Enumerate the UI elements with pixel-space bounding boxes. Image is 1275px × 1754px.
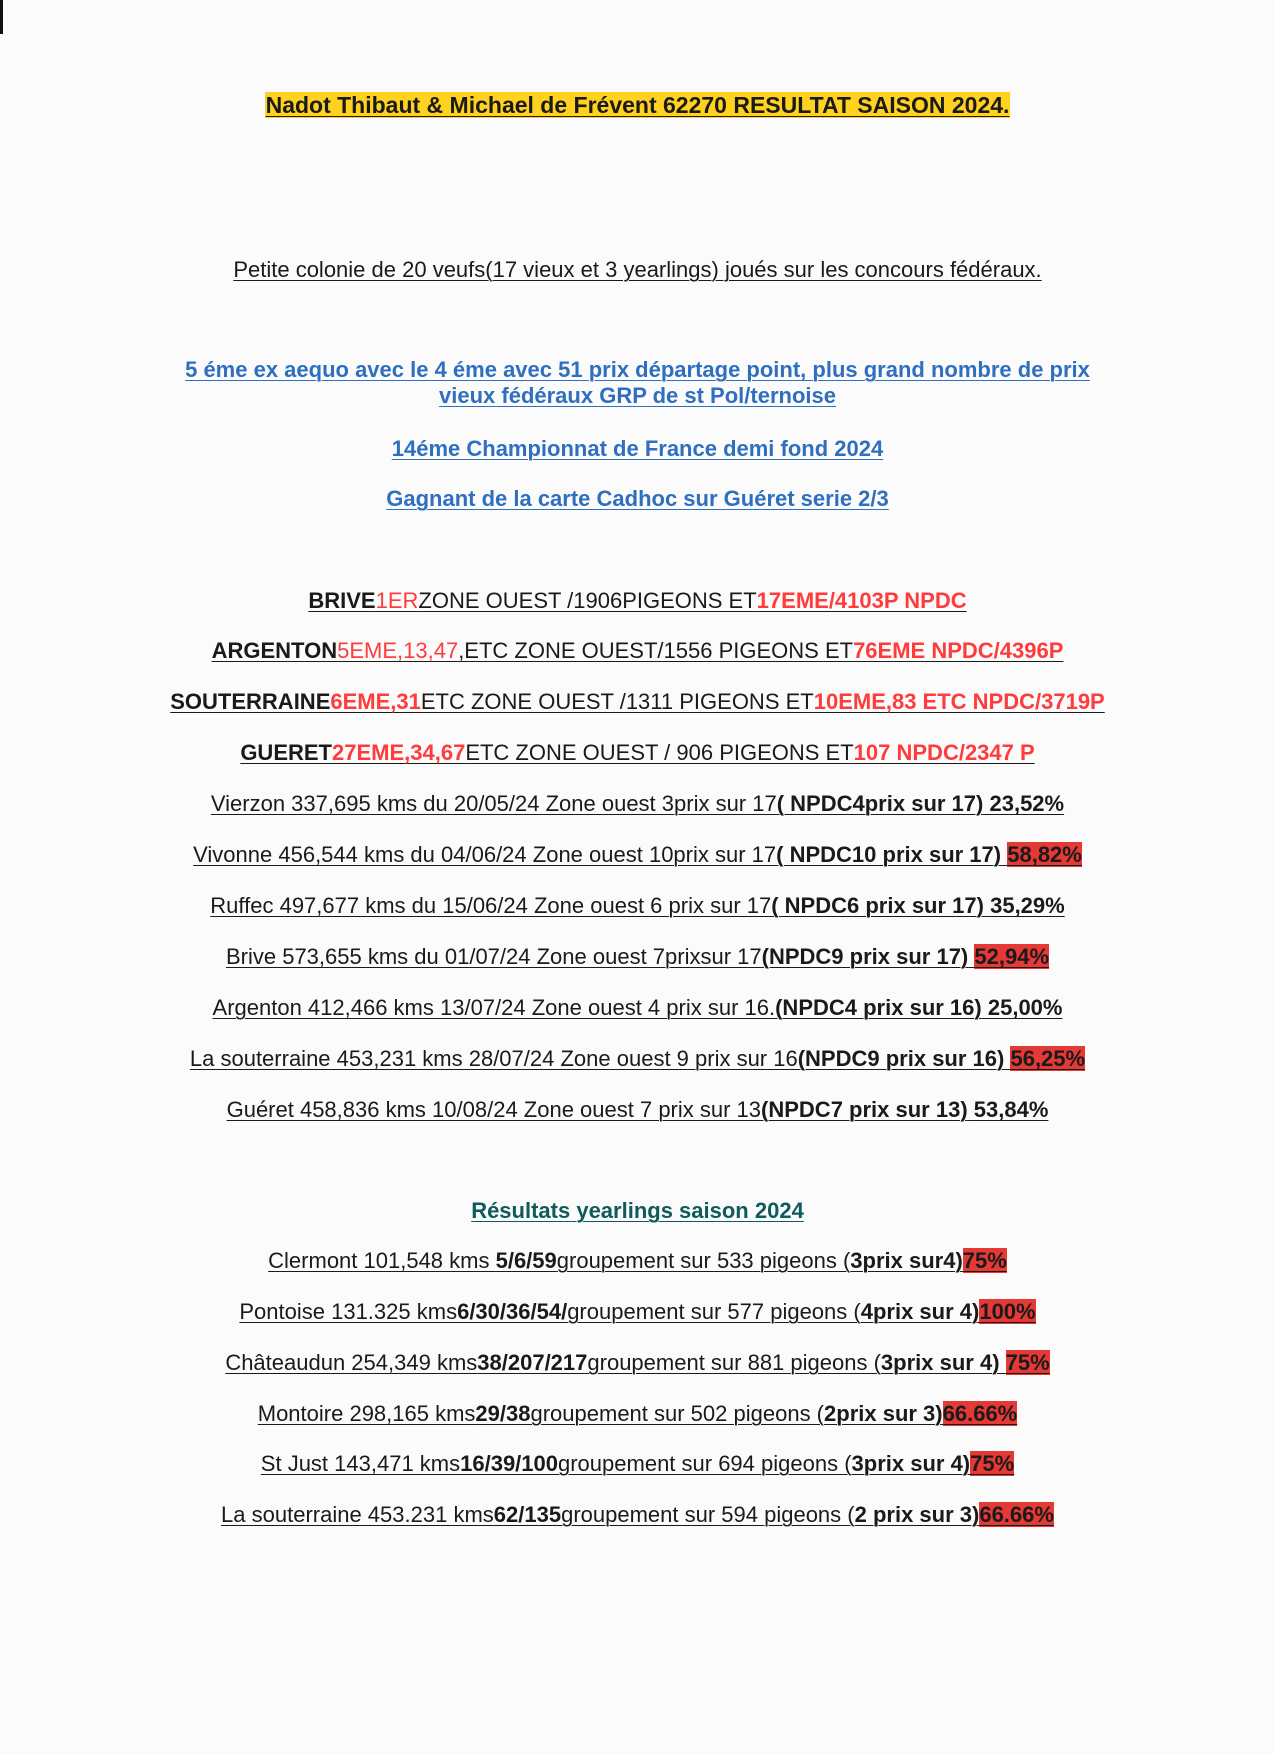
yearling-result-row: [0, 1350, 1275, 1376]
yearling-group: groupement sur 881 pigeons (: [587, 1350, 881, 1375]
highlight-ranking-line1: 5 éme ex aequo avec le 4 éme avec 51 prix départage point, plus grand nombre de prix: [185, 357, 1090, 382]
zone-detail: ZONE OUEST /1906PIGEONS ET: [418, 588, 757, 613]
zone-place: 1ER: [375, 588, 419, 613]
yearling-group: groupement sur 694 pigeons (: [558, 1451, 852, 1476]
race-text: Guéret 458,836 kms 10/08/24 Zone ouest 7 prix sur 13: [226, 1097, 762, 1122]
race-text: Vivonne 456,544 kms du 04/06/24 Zone ouest 10prix sur 17: [193, 842, 777, 867]
yearling-result-row: [0, 1299, 1275, 1325]
race-percent-highlight: 58,82%: [1007, 842, 1082, 867]
yearling-race: Clermont 101,548 kms: [268, 1248, 496, 1273]
yearling-percent-highlight: 75%: [962, 1248, 1007, 1273]
yearling-percent-highlight: 66.66%: [979, 1502, 1054, 1527]
intro-text: Petite colonie de 20 veufs(17 vieux et 3 yearlings) joués sur les concours fédéraux.: [233, 257, 1042, 282]
zone-npdc: 107 NPDC/2347 P: [853, 740, 1035, 765]
race-percent: 25,00%: [987, 995, 1063, 1020]
race-npdc: (NPDC9 prix sur 17): [761, 944, 969, 969]
yearling-group: groupement sur 533 pigeons (: [556, 1248, 851, 1273]
race-npdc: ( NPDC4prix sur 17): [776, 791, 984, 816]
race-text: La souterraine 453,231 kms 28/07/24 Zone ouest 9 prix sur 16: [189, 1046, 798, 1071]
zone-npdc: 10EME,83 ETC NPDC/3719P: [813, 689, 1105, 714]
yearling-percent-highlight: 75%: [1005, 1350, 1050, 1375]
race-result-row: [0, 791, 1275, 817]
yearling-prizes: 3prix sur4): [850, 1248, 963, 1273]
yearling-group: groupement sur 502 pigeons (: [530, 1401, 825, 1426]
zone-place: 6EME,31: [330, 689, 421, 714]
yearling-result-row: [0, 1248, 1275, 1274]
race-npdc: ( NPDC6 prix sur 17): [771, 893, 984, 918]
zone-race-name: BRIVE: [308, 588, 376, 613]
zone-race-name: SOUTERRAINE: [170, 689, 331, 714]
yearlings-heading: Résultats yearlings saison 2024: [471, 1198, 804, 1223]
zone-detail: ETC ZONE OUEST / 906 PIGEONS ET: [465, 740, 854, 765]
document-title: Nadot Thibaut & Michael de Frévent 62270 RESULTAT SAISON 2024.: [265, 92, 1010, 118]
highlight-ranking-line2: vieux fédéraux GRP de st Pol/ternoise: [439, 383, 836, 408]
highlight-ranking: [0, 357, 1275, 409]
yearling-places: 16/39/100: [460, 1451, 558, 1476]
race-text: Vierzon 337,695 kms du 20/05/24 Zone ouest 3prix sur 17: [210, 791, 777, 816]
race-result-row: [0, 1046, 1275, 1072]
zone-race-name: ARGENTON: [211, 638, 338, 663]
zone-detail: ETC ZONE OUEST /1311 PIGEONS ET: [420, 689, 814, 714]
race-result-row: [0, 1097, 1275, 1123]
yearling-group: groupement sur 577 pigeons (: [567, 1299, 861, 1324]
yearling-group: groupement sur 594 pigeons (: [561, 1502, 855, 1527]
race-percent: 35,29%: [990, 893, 1065, 918]
zone-race-name: GUERET: [240, 740, 332, 765]
zone-npdc: 17EME/4103P NPDC: [756, 588, 967, 613]
highlight-cadhoc: Gagnant de la carte Cadhoc sur Guéret serie 2/3: [386, 486, 889, 511]
yearling-prizes: 2 prix sur 3): [854, 1502, 980, 1527]
yearling-prizes: 2prix sur 3): [824, 1401, 943, 1426]
zone-result-row: [0, 638, 1275, 664]
race-percent: 53,84%: [973, 1097, 1049, 1122]
yearling-prizes: 3prix sur 4): [880, 1350, 1006, 1375]
race-result-row: [0, 842, 1275, 868]
yearling-places: 5/6/59: [495, 1248, 557, 1273]
race-result-row: [0, 893, 1275, 919]
yearling-places: 62/135: [493, 1502, 562, 1527]
yearling-prizes: 4prix sur 4): [860, 1299, 980, 1324]
race-npdc: (NPDC7 prix sur 13): [761, 1097, 968, 1122]
race-percent-highlight: 56,25%: [1010, 1046, 1086, 1071]
yearling-prizes: 3prix sur 4): [851, 1451, 971, 1476]
zone-result-row: [0, 588, 1275, 614]
yearling-places: 38/207/217: [477, 1350, 588, 1375]
race-percent-highlight: 52,94%: [974, 944, 1050, 969]
highlight-championnat: 14éme Championnat de France demi fond 2024: [391, 436, 884, 461]
yearling-race: Châteaudun 254,349 kms: [225, 1350, 478, 1375]
zone-result-row: [0, 740, 1275, 766]
zone-place: 5EME,13,47: [337, 638, 459, 663]
zone-detail: ,ETC ZONE OUEST/1556 PIGEONS ET: [458, 638, 854, 663]
yearling-percent-highlight: 75%: [970, 1451, 1015, 1476]
zone-place: 27EME,34,67: [332, 740, 466, 765]
race-text: Brive 573,655 kms du 01/07/24 Zone ouest 7prixsur 17: [225, 944, 762, 969]
yearling-race: St Just 143,471 kms: [260, 1451, 461, 1476]
yearling-race: Pontoise 131.325 kms: [239, 1299, 458, 1324]
yearling-places: 29/38: [475, 1401, 531, 1426]
yearling-places: 6/30/36/54/: [457, 1299, 568, 1324]
race-percent: 23,52%: [989, 791, 1065, 816]
zone-result-row: [0, 689, 1275, 715]
race-result-row: [0, 944, 1275, 970]
race-result-row: [0, 995, 1275, 1021]
yearling-result-row: [0, 1502, 1275, 1528]
yearling-race: La souterraine 453.231 kms: [221, 1502, 494, 1527]
yearling-percent-highlight: 100%: [979, 1299, 1036, 1324]
race-text: Ruffec 497,677 kms du 15/06/24 Zone ouest 6 prix sur 17: [210, 893, 772, 918]
race-npdc: (NPDC4 prix sur 16): [775, 995, 982, 1020]
race-npdc: (NPDC9 prix sur 16): [797, 1046, 1005, 1071]
race-text: Argenton 412,466 kms 13/07/24 Zone ouest 4 prix sur 16.: [212, 995, 776, 1020]
yearling-race: Montoire 298,165 kms: [257, 1401, 476, 1426]
yearling-result-row: [0, 1401, 1275, 1427]
zone-npdc: 76EME NPDC/4396P: [853, 638, 1064, 663]
yearling-percent-highlight: 66.66%: [942, 1401, 1018, 1426]
race-npdc: ( NPDC10 prix sur 17): [776, 842, 1002, 867]
yearling-result-row: [0, 1451, 1275, 1477]
